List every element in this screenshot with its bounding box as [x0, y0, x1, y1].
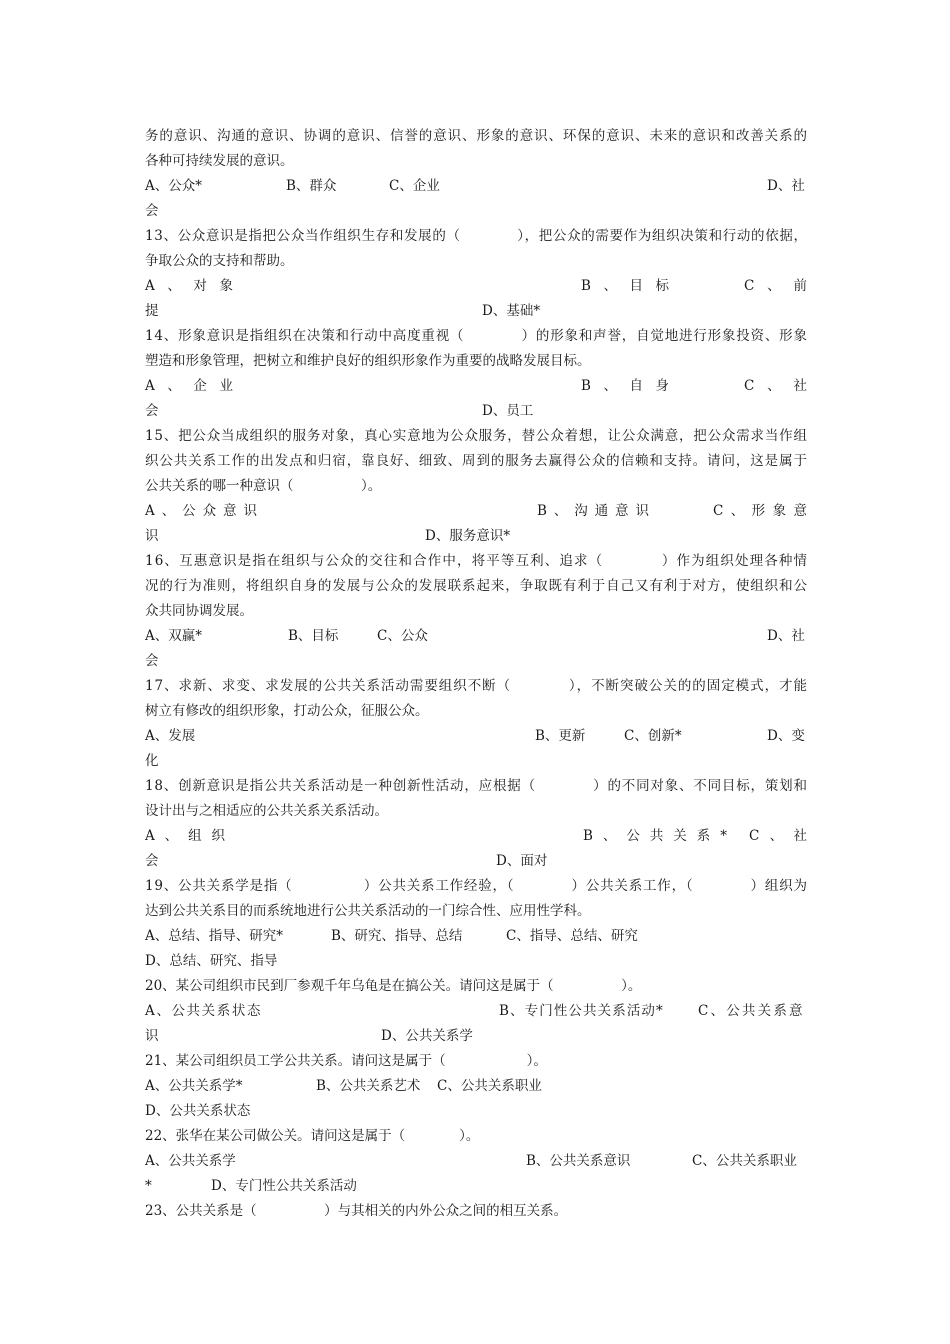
- option-d: D、面对: [496, 853, 548, 869]
- text-line: [145, 599, 807, 624]
- option-char: 、: [161, 503, 176, 519]
- option-row: [145, 374, 807, 399]
- option-row: [145, 1174, 807, 1199]
- line-text: 化: [145, 753, 159, 769]
- option-char: A: [145, 503, 155, 519]
- option-char: 、: [769, 828, 784, 844]
- option-char: 前: [793, 278, 807, 294]
- option-char: 识: [243, 503, 257, 519]
- text-line: [145, 749, 807, 774]
- option-char: 、: [164, 828, 179, 844]
- option-c: [749, 824, 807, 849]
- question-text: 13、公众意识是指把公众当作组织生存和发展的（ ），把公众的需要作为组织决策和行动的依据，: [145, 228, 808, 244]
- option-char: 形: [751, 503, 766, 519]
- option-b: [581, 374, 669, 399]
- option-char: 目: [629, 278, 643, 294]
- question-15: [145, 424, 807, 449]
- option-c: C、公共关系意: [698, 1003, 805, 1019]
- question-21: [145, 1049, 807, 1074]
- option-row: [145, 1024, 807, 1049]
- line-text: 况的行为准则，将组织自身的发展与公众的发展联系起来，争取既有利于自己又有利于对方，使组织和公: [145, 578, 808, 594]
- option-c: C、公众: [377, 628, 428, 644]
- option-c-wrap: 会: [145, 403, 159, 419]
- option-b: B、专门性公共关系活动*: [499, 1003, 664, 1019]
- question-20: [145, 974, 807, 999]
- option-char: A: [145, 828, 155, 844]
- option-row: [145, 1099, 807, 1124]
- option-char: 身: [655, 378, 669, 394]
- question-text: 21、某公司组织员工学公共关系。请问这是属于（ ）。: [145, 1053, 547, 1069]
- question-text: 14、形象意识是指组织在决策和行动中高度重视（ ）的形象和声誉，自觉地进行形象投资、形象: [145, 328, 808, 344]
- option-char: 众: [202, 503, 217, 519]
- text-line: [145, 799, 807, 824]
- text-line: [145, 649, 807, 674]
- question-16: [145, 549, 807, 574]
- option-d: D、服务意识*: [425, 528, 511, 544]
- option-c: C、指导、总结、研究: [506, 928, 638, 944]
- text-line: [145, 199, 807, 224]
- option-row: [145, 299, 807, 324]
- option-b: B、公共关系艺术: [316, 1078, 421, 1094]
- option-char: 公: [626, 828, 640, 844]
- option-char: 、: [730, 503, 745, 519]
- option-char: 象: [219, 278, 233, 294]
- option-c-wrap: 识: [145, 1028, 159, 1044]
- option-a: [145, 824, 225, 849]
- text-line: [145, 699, 807, 724]
- option-d: D、公共关系学: [381, 1028, 473, 1044]
- option-a: [145, 374, 233, 399]
- line-text: 众共同协调发展。: [145, 603, 253, 619]
- option-row: [145, 499, 807, 524]
- option-row: [145, 1074, 807, 1099]
- option-char: 社: [793, 378, 807, 394]
- line-text: 树立有修改的组织形象，打动公众，征服公众。: [145, 703, 429, 719]
- option-char: 、: [602, 828, 617, 844]
- option-d: D、社: [767, 628, 805, 644]
- line-text: 务的意识、沟通的意识、协调的意识、信誉的意识、形象的意识、环保的意识、未来的意识和改善关系的: [145, 128, 808, 144]
- option-row: [145, 624, 807, 649]
- option-c: C、公共关系职业: [437, 1078, 542, 1094]
- option-d: D、总结、研究、指导: [145, 953, 278, 969]
- line-text: 塑造和形象管理，把树立和维护良好的组织形象作为重要的战略发展目标。: [145, 353, 591, 369]
- line-text: 织公共关系工作的出发点和归宿，靠良好、细致、周到的服务去赢得公众的信赖和支持。请问，这是属于: [145, 453, 808, 469]
- option-b: [581, 274, 669, 299]
- line-text: 会: [145, 203, 159, 219]
- question-text: 23、公共关系是（ ）与其相关的内外公众之间的相互关系。: [145, 1203, 568, 1219]
- text-line: [145, 449, 807, 474]
- line-text: 公共关系的哪一种意识（ ）。: [145, 478, 382, 494]
- option-row: [145, 524, 807, 549]
- option-row: [145, 724, 807, 749]
- question-22: [145, 1124, 807, 1149]
- option-char: 公: [182, 503, 196, 519]
- question-text: 22、张华在某公司做公关。请问这是属于（ ）。: [145, 1128, 480, 1144]
- option-d: D、专门性公共关系活动: [211, 1178, 357, 1194]
- option-char: 企: [193, 378, 207, 394]
- option-char: 意: [615, 503, 629, 519]
- question-text: 18、创新意识是指公共关系活动是一种创新性活动，应根据（ ）的不同对象、不同目标，策划和: [145, 778, 808, 794]
- option-b: B、研究、指导、总结: [331, 928, 463, 944]
- option-char: 、: [167, 278, 181, 294]
- option-b: [583, 824, 727, 849]
- option-char: 业: [219, 378, 233, 394]
- option-d: D、公共关系状态: [145, 1103, 251, 1119]
- line-text: 各种可持续发展的意识。: [145, 153, 294, 169]
- option-a: [145, 274, 233, 299]
- question-text: 17、求新、求变、求发展的公共关系活动需要组织不断（ ），不断突破公关的的固定模式，才能: [145, 678, 808, 694]
- text-line: [145, 349, 807, 374]
- option-char: 通: [594, 503, 609, 519]
- option-c: [744, 374, 807, 399]
- question-text: 20、某公司组织市民到厂参观千年乌龟是在搞公关。请问这是属于（ ）。: [145, 978, 642, 994]
- option-char: 、: [767, 278, 781, 294]
- question-23: [145, 1199, 807, 1224]
- option-row: [145, 824, 807, 849]
- option-char: 对: [193, 278, 207, 294]
- option-row: [145, 174, 807, 199]
- option-char: C: [744, 378, 755, 394]
- option-char: C: [744, 278, 755, 294]
- option-row: [145, 274, 807, 299]
- option-d: D、基础*: [482, 303, 541, 319]
- option-char: 、: [603, 278, 617, 294]
- option-char: B: [581, 278, 591, 294]
- option-d: D、社: [767, 178, 805, 194]
- question-text: 16、互惠意识是指在组织与公众的交往和合作中，将平等互利、追求（ ）作为组织处理各种情: [145, 553, 809, 569]
- option-char: C: [713, 503, 724, 519]
- option-char: 象: [772, 503, 787, 519]
- option-char: 识: [635, 503, 649, 519]
- text-line: [145, 124, 807, 149]
- option-c: [713, 499, 807, 524]
- option-c: C、公共关系职业: [692, 1153, 797, 1169]
- option-char: *: [720, 828, 727, 844]
- option-b: B、目标: [288, 628, 339, 644]
- option-char: 关: [673, 828, 687, 844]
- option-char: 共: [649, 828, 664, 844]
- text-line: [145, 249, 807, 274]
- question-13: [145, 224, 807, 249]
- option-b: [537, 499, 649, 524]
- option-a: A、公共关系学*: [145, 1078, 243, 1094]
- option-char: B: [537, 503, 547, 519]
- option-a: A、公共关系学: [145, 1153, 236, 1169]
- option-char: C: [749, 828, 760, 844]
- option-b: B、群众: [286, 178, 337, 194]
- option-a: A、公共关系状态: [145, 1003, 263, 1019]
- option-char: 意: [793, 503, 807, 519]
- option-b: B、公共关系意识: [526, 1153, 631, 1169]
- text-line: [145, 899, 807, 924]
- question-14: [145, 324, 807, 349]
- option-char: 系: [696, 828, 711, 844]
- option-d: D、员工: [482, 403, 534, 419]
- option-c-wrap: 提: [145, 303, 159, 319]
- option-char: 意: [223, 503, 237, 519]
- text-line: [145, 149, 807, 174]
- option-d: D、变: [767, 728, 805, 744]
- option-char: 、: [167, 378, 181, 394]
- question-text: 15、把公众当成组织的服务对象，真心实意地为公众服务，替公众着想，让公众满意，把公众需求当作组: [145, 428, 808, 444]
- option-a: [145, 499, 257, 524]
- option-b: B、更新: [535, 728, 586, 744]
- option-char: 组: [188, 828, 202, 844]
- option-char: A: [145, 378, 155, 394]
- option-row: [145, 849, 807, 874]
- option-c: [744, 274, 807, 299]
- option-char: 、: [603, 378, 617, 394]
- option-c-wrap: 识: [145, 528, 159, 544]
- option-a: A、发展: [145, 728, 196, 744]
- option-c: C、创新*: [624, 728, 682, 744]
- option-a: A、双赢*: [145, 628, 202, 644]
- line-text: 达到公共关系目的而系统地进行公共关系活动的一门综合性、应用性学科。: [145, 903, 591, 919]
- question-17: [145, 674, 807, 699]
- option-a: A、总结、指导、研究*: [145, 928, 283, 944]
- question-19: [145, 874, 807, 899]
- option-c-wrap: 会: [145, 853, 159, 869]
- option-row: [145, 999, 807, 1024]
- option-char: 、: [767, 378, 781, 394]
- option-char: 织: [211, 828, 225, 844]
- option-char: 沟: [574, 503, 588, 519]
- option-char: A: [145, 278, 155, 294]
- option-char: 社: [793, 828, 807, 844]
- option-row: [145, 924, 807, 949]
- option-c: C、企业: [389, 178, 440, 194]
- option-char: B: [583, 828, 593, 844]
- option-c-wrap: *: [145, 1178, 152, 1194]
- text-line: [145, 574, 807, 599]
- option-a: A、公众*: [145, 178, 202, 194]
- line-text: 设计出与之相适应的公共关系关系活动。: [145, 803, 388, 819]
- question-18: [145, 774, 807, 799]
- option-char: 标: [655, 278, 669, 294]
- option-char: B: [581, 378, 591, 394]
- question-text: 19、公共关系学是指（ ）公共关系工作经验，（ ）公共关系工作，（ ）组织为: [145, 878, 808, 894]
- line-text: 争取公众的支持和帮助。: [145, 253, 294, 269]
- option-row: [145, 1149, 807, 1174]
- option-char: 、: [553, 503, 568, 519]
- option-char: 自: [629, 378, 643, 394]
- line-text: 会: [145, 653, 159, 669]
- option-row: [145, 949, 807, 974]
- text-line: [145, 474, 807, 499]
- option-row: [145, 399, 807, 424]
